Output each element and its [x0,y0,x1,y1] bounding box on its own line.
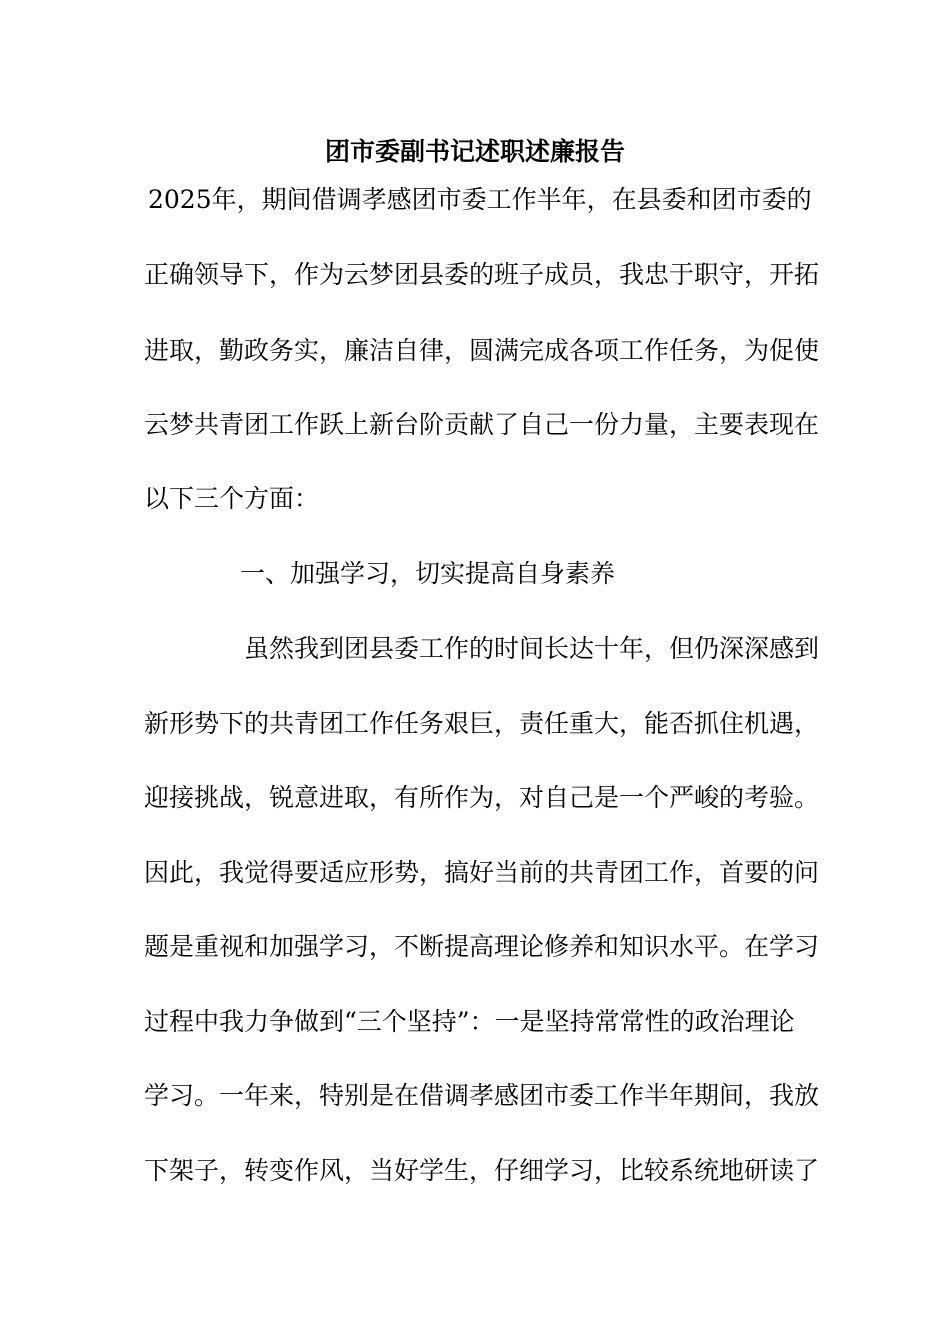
paragraph-line: 下架子，转变作风，当好学生，仔细学习，比较系统地研读了 [144,1156,820,1185]
paragraph-line: 虽然我到团县委工作的时间长达十年，但仍深深感到 [244,634,820,663]
paragraph-line: 进取，勤政务实，廉洁自律，圆满完成各项工作任务，为促使 [144,336,820,365]
paragraph-line: 过程中我力争做到“三个坚持”：一是坚持常常性的政治理论 [144,1007,795,1036]
paragraph-line: 新形势下的共青团工作任务艰巨，责任重大，能否抓住机遇， [144,709,820,738]
paragraph-line: 迎接挑战，锐意进取，有所作为，对自己是一个严峻的考验。 [144,783,820,812]
section-heading: 一、加强学习，切实提高自身素养 [240,559,616,588]
paragraph-line: 题是重视和加强学习，不断提高理论修养和知识水平。在学习 [144,932,820,961]
paragraph-line: 因此，我觉得要适应形势，搞好当前的共青团工作，首要的问 [144,858,820,887]
paragraph-line: 云梦共青团工作跃上新台阶贡献了自己一份力量，主要表现在 [144,410,820,439]
paragraph-line: 正确领导下，作为云梦团县委的班子成员，我忠于职守，开拓 [144,260,820,289]
document-title: 团市委副书记述职述廉报告 [324,137,625,166]
paragraph-line: 2025年，期间借调孝感团市委工作半年，在县委和团市委的 [148,185,812,214]
paragraph-line: 以下三个方面： [144,484,320,513]
paragraph-line: 学习。一年来，特别是在借调孝感团市委工作半年期间，我放 [144,1081,820,1110]
